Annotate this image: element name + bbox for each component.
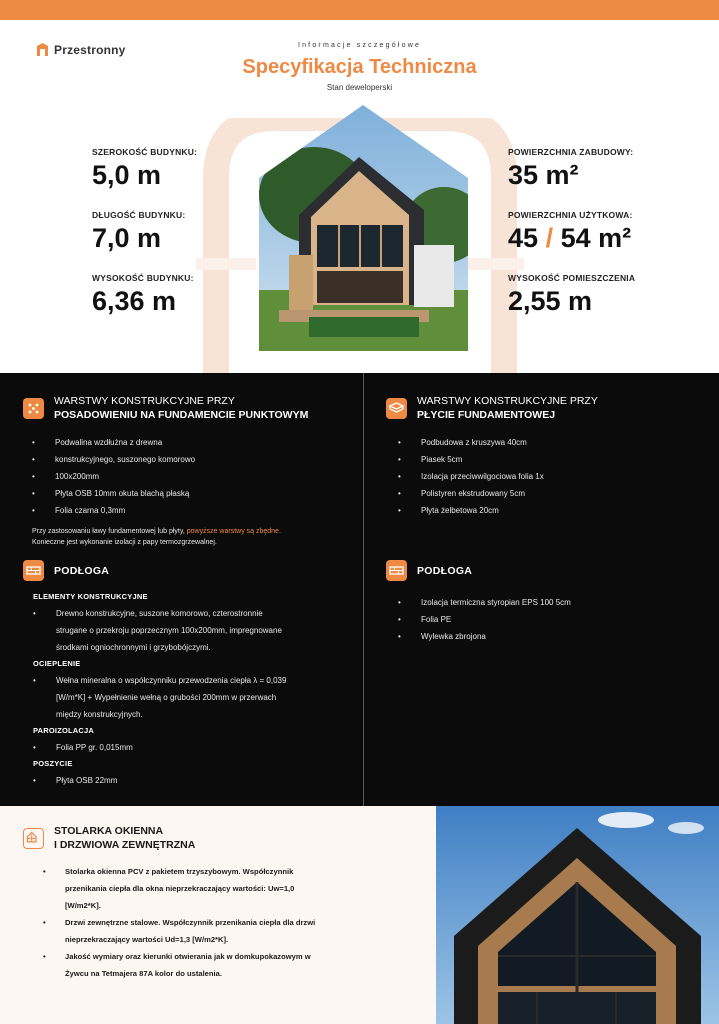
spec-room-height: [508, 273, 635, 317]
spec-usable-area: [508, 210, 633, 254]
list-item: [43, 863, 423, 914]
list-item: • Piasek 5cm: [398, 451, 706, 468]
line: Stolarka okienna PCV z pakietem trzyszybowym. Współczynnik: [65, 867, 294, 876]
list-item: [33, 605, 358, 656]
section-windows: [23, 824, 423, 982]
usable-area-a: 45: [508, 223, 539, 253]
list-item: • konstrukcyjnego, suszonego komorowo: [32, 451, 353, 468]
list-item: • Wylewka zbrojona: [398, 628, 706, 645]
foundation-note-highlight: powyższe warstwy są zbędne.: [186, 528, 281, 535]
spec-length: [92, 210, 185, 254]
list-item: • Podwalina wzdłużna z drewna: [32, 434, 353, 451]
spec-height-value: 6,36 m: [92, 286, 177, 316]
spec-footprint-value: 35 m²: [508, 160, 579, 190]
spec-usable-area-label: POWIERZCHNIA UŻYTKOWA:: [508, 210, 633, 220]
floor-sheathing-list: [33, 772, 358, 789]
line: Drewno konstrukcyjne, suszone komorowo, czterostronnie: [56, 609, 263, 618]
list-item: • Płyta OSB 22mm: [33, 772, 358, 789]
floor-right-list: [398, 594, 706, 645]
floor-structure-list: [33, 605, 358, 656]
slab-foundation-list: [398, 434, 706, 519]
foundation-note-text2: Konieczne jest wykonanie izolacji z papy termozgrzewalnej.: [32, 539, 217, 546]
list-item: • Płyta żelbetowa 20cm: [398, 502, 706, 519]
spec-usable-area-value: [508, 222, 633, 254]
floor-vapor-list: [33, 739, 358, 756]
list-item: • Polistyren ekstrudowany 5cm: [398, 485, 706, 502]
line: Drzwi zewnętrzne stalowe. Współczynnik przenikania ciepła dla drzwi: [65, 918, 316, 927]
section-windows-title2: I DRZWIOWA ZEWNĘTRZNA: [54, 839, 196, 851]
list-item: • Folia PP gr. 0,015mm: [33, 739, 358, 756]
section-floor-left: [23, 560, 358, 789]
page-subtitle: Stan deweloperski: [326, 83, 393, 92]
subheading-structure: ELEMENTY KONSTRUKCYJNE: [33, 592, 148, 601]
list-item: • Izolacja przeciwwilgociowa folia 1x: [398, 468, 706, 485]
spec-width: [92, 147, 197, 191]
section-slab-foundation: [386, 394, 706, 519]
list-item: • Podbudowa z kruszywa 40cm: [398, 434, 706, 451]
line: Żywcu na Tetmajera 87A kolor do ustalenia.: [65, 969, 222, 978]
top-accent-bar: [0, 0, 719, 20]
floor-icon: [386, 560, 407, 581]
section-point-foundation-title1: WARSTWY KONSTRUKCYJNE PRZY: [54, 395, 235, 407]
list-item: • Folia PE: [398, 611, 706, 628]
spec-width-label: SZEROKOŚĆ BUDYNKU:: [92, 147, 198, 157]
line: [W/m2*K].: [65, 901, 101, 910]
line: przenikania ciepła dla okna nieprzekraczający wartości: Uw=1,0: [65, 884, 295, 893]
list-item: • Izolacja termiczna styropian EPS 100 5cm: [398, 594, 706, 611]
section-slab-title2: PŁYCIE FUNDAMENTOWEJ: [417, 409, 556, 421]
floor-insulation-list: [33, 672, 358, 723]
list-item: [33, 672, 358, 723]
section-floor-left-title: PODŁOGA: [54, 564, 110, 577]
usable-area-separator: /: [545, 223, 554, 253]
spec-footprint: [508, 147, 633, 191]
line: między konstrukcyjnych.: [56, 710, 143, 719]
line: strugane o przekroju poprzecznym 100x200mm, impregnowane: [56, 626, 282, 635]
section-floor-right-title: PODŁOGA: [417, 564, 473, 577]
spec-footprint-label: POWIERZCHNIA ZABUDOWY:: [508, 147, 634, 157]
list-item: [43, 948, 423, 982]
subheading-sheathing: POSZYCIE: [33, 759, 73, 768]
column-divider: [363, 373, 364, 806]
line: [W/m*K] + Wypełnienie wełną o grubości 200mm w przerwach: [56, 693, 277, 702]
windows-list: [43, 863, 423, 982]
window-icon: [23, 828, 44, 849]
spec-height-label: WYSOKOŚĆ BUDYNKU:: [92, 273, 194, 283]
section-slab-title1: WARSTWY KONSTRUKCYJNE PRZY: [417, 395, 598, 407]
construction-layers-panel: [0, 373, 719, 806]
spec-length-label: DŁUGOŚĆ BUDYNKU:: [92, 210, 186, 220]
floor-icon: [23, 560, 44, 581]
usable-area-b: 54 m²: [560, 223, 632, 253]
list-item: • Folia czarna 0,3mm: [32, 502, 353, 519]
foundation-points-icon: [23, 398, 44, 419]
windows-doors-section: [0, 806, 719, 1024]
section-windows-title1: STOLARKA OKIENNA: [54, 825, 164, 837]
subheading-insulation: OCIEPLENIE: [33, 659, 81, 668]
spec-room-height-value: 2,55 m: [508, 286, 593, 316]
house-photo: [259, 105, 468, 351]
subheading-vapor-barrier: PAROIZOLACJA: [33, 726, 95, 735]
line: środkami ogniochronnymi i grzybobójczymi.: [56, 643, 211, 652]
spec-room-height-label: WYSOKOŚĆ POMIESZCZENIA: [508, 273, 636, 283]
line: Jakość wymiary oraz kierunki otwierania jak w domkupokazowym w: [65, 952, 311, 961]
section-point-foundation-title2: POSADOWIENIU NA FUNDAMENCIE PUNKTOWYM: [54, 409, 309, 421]
line: nieprzekraczający wartości Ud=1,3 [W/m2*K].: [65, 935, 229, 944]
slab-layers-icon: [386, 398, 407, 419]
header-kicker: Informacje szczegółowe: [297, 42, 422, 49]
spec-width-value: 5,0 m: [92, 160, 162, 190]
house-facade-photo: [436, 806, 719, 1024]
line: Wełna mineralna o współczynniku przewodzenia ciepła λ = 0,039: [56, 676, 287, 685]
foundation-note: [32, 526, 353, 548]
list-item: [43, 914, 423, 948]
spec-height: [92, 273, 194, 317]
list-item: • Płyta OSB 10mm okuta blachą płaską: [32, 485, 353, 502]
brand-name: Przestronny: [54, 42, 126, 57]
foundation-note-text: Przy zastosowaniu ławy fundamentowej lub płyty,: [32, 528, 187, 535]
spec-length-value: 7,0 m: [92, 223, 162, 253]
point-foundation-list: [32, 434, 353, 519]
section-point-foundation: [23, 394, 353, 548]
page-title: Specyfikacja Techniczna: [242, 56, 477, 78]
section-floor-right: [386, 560, 706, 645]
list-item: • 100x200mm: [32, 468, 353, 485]
